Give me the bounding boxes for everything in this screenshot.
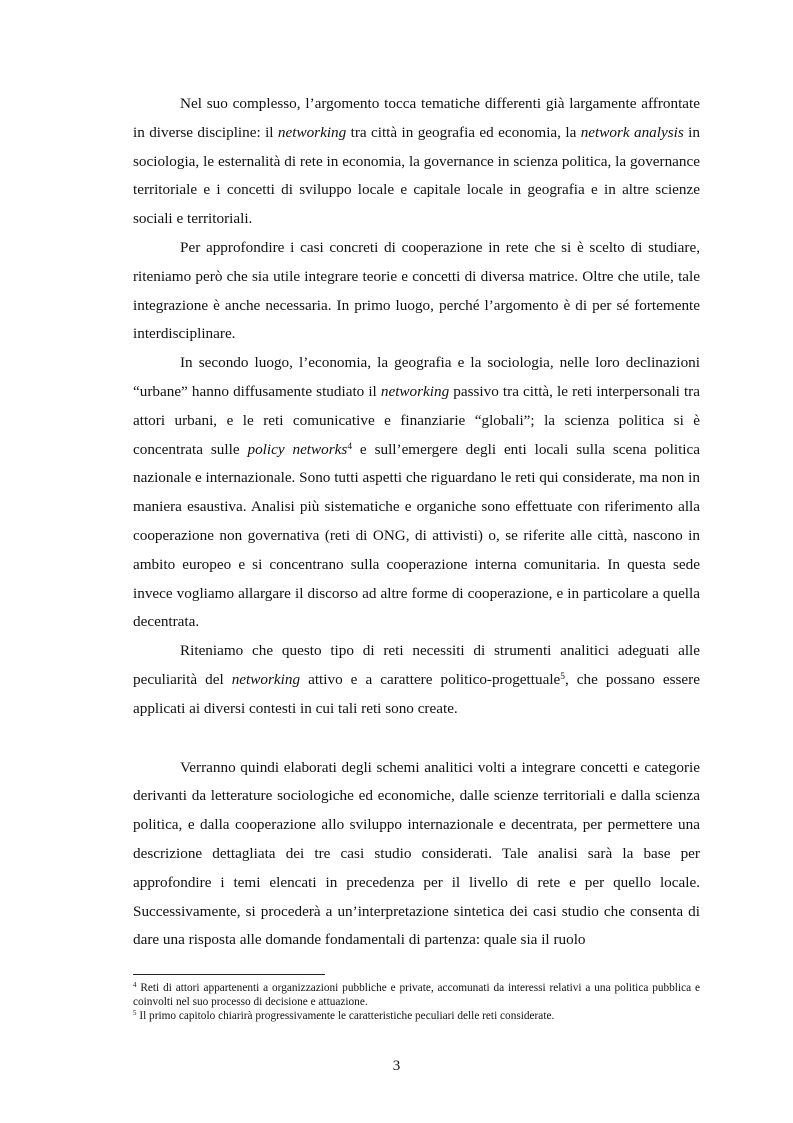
text-run: Riteniamo che questo tipo di reti necessiti di strumenti analitici adeguati alle peculiarità del <box>133 642 700 688</box>
italic-term: network analysis <box>580 123 684 141</box>
page-number: 3 <box>392 1058 401 1074</box>
italic-term: policy networks <box>247 440 348 458</box>
footnote <box>133 1009 700 1023</box>
paragraph <box>133 637 700 723</box>
text-run: attivo e a carattere politico-progettuale <box>300 670 561 688</box>
paragraph <box>133 234 700 349</box>
footnote <box>133 981 700 1009</box>
footnote-text: Il primo capitolo chiarirà progressivamente le caratteristiche peculiari delle reti considerate. <box>136 1010 555 1023</box>
text-run: Verranno quindi elaborati degli schemi analitici volti a integrare concetti e categorie derivanti da letterature sociologiche ed economiche, dalle scienze territoriali e dalla scienza politica, e dalla cooperazione allo sviluppo internazionale e decentrata, per permettere una descrizione dettagliata dei tre casi studio considerati. Tale analisi sarà la base per approfondire i temi elencati in precedenza per il livello di rete e per quello locale. Successivamente, si procederà a un’interpretazione sintetica dei casi studio che consenta di dare una risposta alle domande fondamentali di partenza: quale sia il ruolo <box>133 758 700 949</box>
text-run: passivo tra città, le reti interpersonali tra attori urbani, e le reti comunicative e finanziarie “globali”; la scienza politica si è concentrata sulle <box>133 382 700 458</box>
italic-term: networking <box>380 382 450 400</box>
paragraph <box>133 349 700 637</box>
footnote-separator <box>133 974 325 975</box>
italic-term: networking <box>231 670 301 688</box>
paragraph <box>133 90 700 234</box>
footnote-ref: 5 <box>560 671 565 682</box>
text-run: Per approfondire i casi concreti di cooperazione in rete che si è scelto di studiare, riteniamo però che sia utile integrare teorie e concetti di diversa matrice. Oltre che utile, tale integrazione è anche necessaria. In primo luogo, perché l’argomento è di per sé fortemente interdisciplinare. <box>133 238 700 343</box>
footnote-number: 4 <box>133 981 137 990</box>
text-run: , che possano essere applicati ai diversi contesti in cui tali reti sono create. <box>133 670 700 717</box>
text-run: e sull’emergere degli enti locali sulla scena politica nazionale e internazionale. Sono tutti aspetti che riguardano le reti qui considerate, ma non in maniera esaustiva. Analisi più sistematiche e organiche sono effettuate con riferimento alla cooperazione non governativa (reti di ONG, di attivisti) o, se riferite alle città, nascono in ambito europeo e si concentrano sulla cooperazione interna comunitaria. In questa sede invece vogliamo allargare il discorso ad altre forme di cooperazione, e in particolare a quella decentrata. <box>133 440 701 631</box>
footnote-number: 5 <box>133 1009 137 1018</box>
footnotes <box>133 981 700 1024</box>
body-text <box>133 90 700 955</box>
text-run: in sociologia, le esternalità di rete in economia, la governance in scienza politica, la governance territoriale e i concetti di sviluppo locale e capitale locale in geografia e in altre scienze sociali e territoriali. <box>133 123 700 228</box>
text-run: In secondo luogo, l’economia, la geografia e la sociologia, nelle loro declinazioni “urbane” hanno diffusamente studiato il <box>133 354 700 400</box>
footnote-text: Reti di attori appartenenti a organizzazioni pubbliche e private, accomunati da interessi relativi a una politica pubblica e coinvolti nel suo processo di decisione e attuazione. <box>133 982 700 1009</box>
paragraph-gap <box>133 724 700 754</box>
text-run: Nel suo complesso, l’argomento tocca tematiche differenti già largamente affrontate in diverse discipline: il <box>133 95 700 141</box>
italic-term: networking <box>277 123 347 141</box>
paragraph <box>133 754 700 956</box>
text-run: tra città in geografia ed economia, la <box>346 123 581 141</box>
footnote-ref: 4 <box>347 441 353 452</box>
